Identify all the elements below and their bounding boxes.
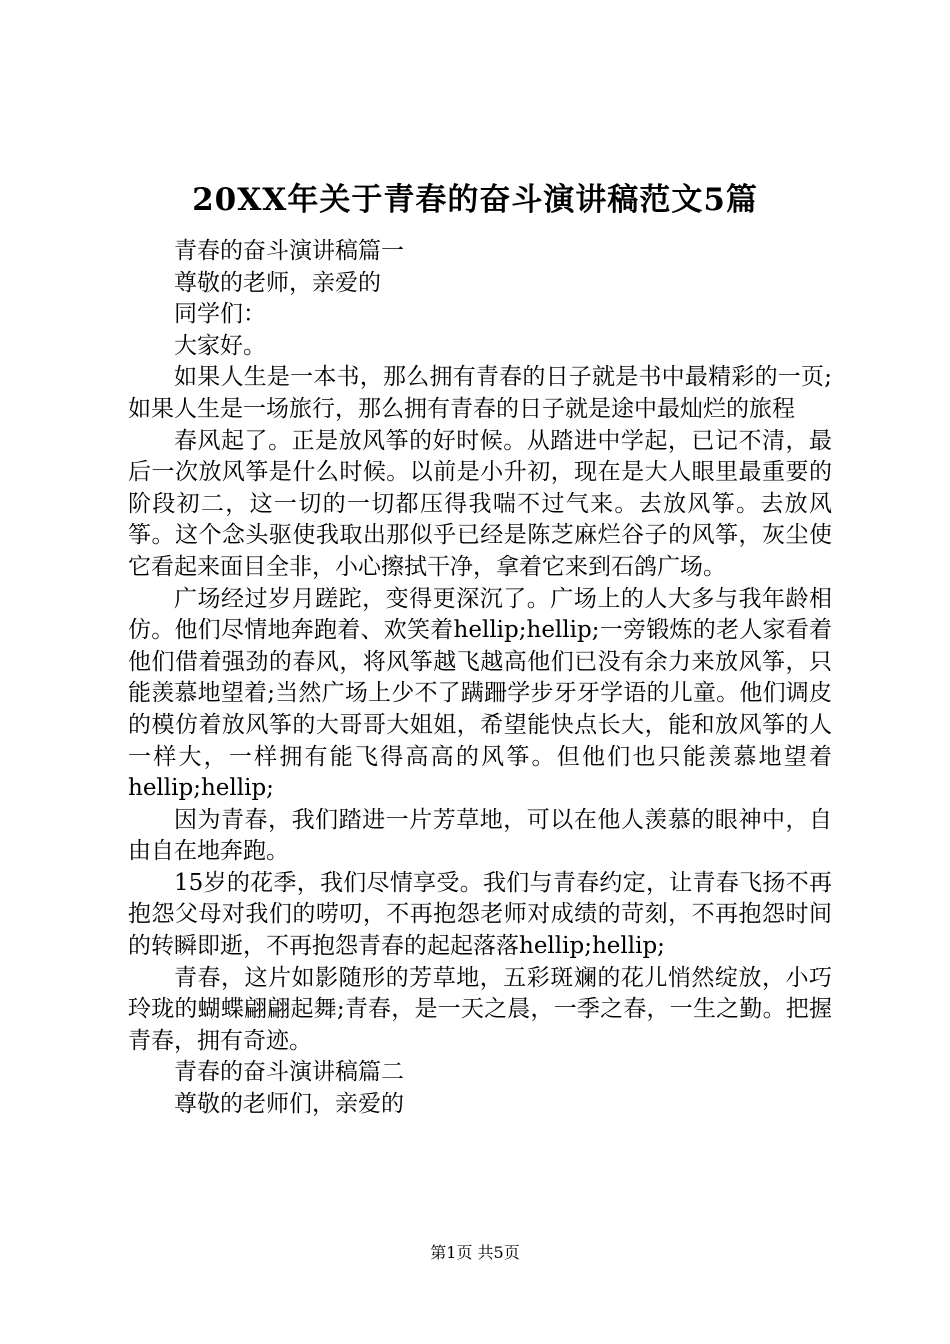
body-paragraph: 如果人生是一本书，那么拥有青春的日子就是书中最精彩的一页;如果人生是一场旅行，那么拥有青春的日子就是途中最灿烂的旅程 [128, 364, 832, 422]
salutation-line: 尊敬的老师们，亲爱的 [174, 1091, 404, 1118]
document-body [128, 236, 832, 1121]
body-paragraph: 因为青春，我们踏进一片芳草地，可以在他人羡慕的眼神中，自由自在地奔跑。 [128, 806, 832, 865]
body-paragraph: 15岁的花季，我们尽情享受。我们与青春约定，让青春飞扬不再抱怨父母对我们的唠叨，不再抱怨老师对成绩的苛刻，不再抱怨时间的转瞬即逝，不再抱怨青春的起起落落hellip;hellip; [128, 869, 832, 960]
salutation-line: 尊敬的老师，亲爱的 [174, 269, 381, 296]
body-paragraph: 春风起了。正是放风筝的好时候。从踏进中学起，已记不清，最后一次放风筝是什么时候。以前是小升初，现在是大人眼里最重要的阶段初二，这一切的一切都压得我喘不过气来。去放风筝。去放风筝。这个念头驱使我取出那似乎已经是陈芝麻烂谷子的风筝，灰尘使它看起来面目全非，小心擦拭干净，拿着它来到石鸽广场。 [128, 427, 832, 580]
salutation-line: 同学们： [174, 301, 266, 328]
document-title: 20XX年关于青春的奋斗演讲稿范文5篇 [192, 182, 758, 218]
page-indicator: 第1页 共5页 [430, 1243, 520, 1262]
body-paragraph: 青春，这片如影随形的芳草地，五彩斑斓的花儿悄然绽放，小巧玲珑的蝴蝶翩翩起舞;青春，是一天之晨，一季之春，一生之勤。把握青春，拥有奇迹。 [128, 964, 832, 1054]
greeting-line: 大家好。 [174, 332, 266, 359]
section-heading: 青春的奋斗演讲稿篇二 [174, 1059, 404, 1086]
section-heading: 青春的奋斗演讲稿篇一 [174, 238, 404, 264]
body-paragraph: 广场经过岁月蹉跎，变得更深沉了。广场上的人大多与我年龄相仿。他们尽情地奔跑着、欢笑着hellip;hellip;一旁锻炼的老人家看着他们借着强劲的春风，将风筝越飞越高他们已没有余力来放风筝，只能羡慕地望着;当然广场上少不了蹒跚学步牙牙学语的儿童。他们调皮的模仿着放风筝的大哥哥大姐姐，希望能快点长大，能和放风筝的人一样大，一样拥有能飞得高高的风筝。但他们也只能羡慕地望着hellip;hellip; [128, 585, 832, 802]
